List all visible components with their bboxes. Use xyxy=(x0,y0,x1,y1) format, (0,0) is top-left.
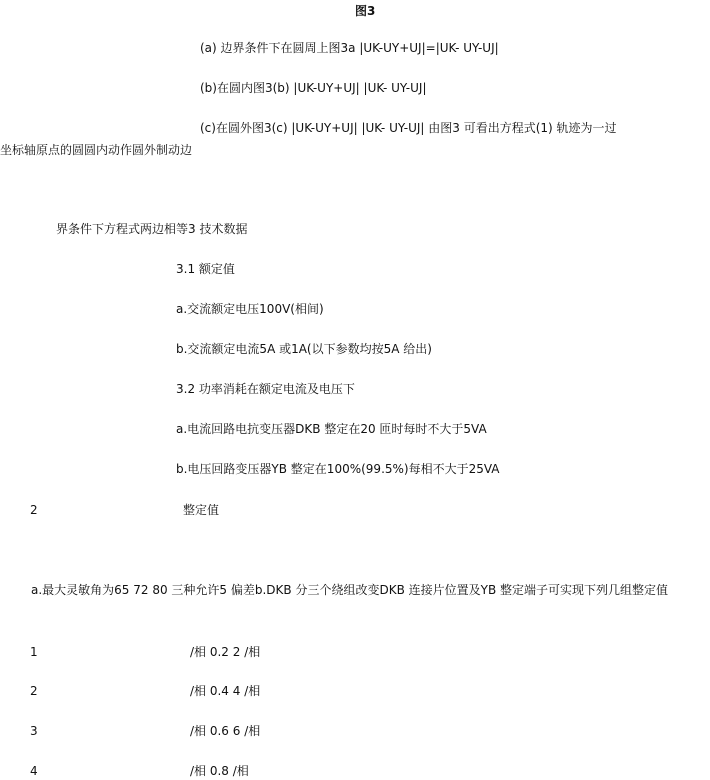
table-row-2-value: /相 0.4 4 /相 xyxy=(190,684,261,698)
table-row-2-num: 2 xyxy=(30,684,38,698)
condition-line: 界条件下方程式两边相等3 技术数据 xyxy=(56,222,248,236)
line-c-first: (c)在圆外图3(c) |UK-UY+UJ| |UK- UY-UJ| 由图3 可看出方程式(1) 轨迹为一过 xyxy=(200,121,617,135)
setting-label: 整定值 xyxy=(183,503,220,517)
table-row-3-num: 3 xyxy=(30,724,38,738)
table-row-1-num: 1 xyxy=(30,645,38,659)
figure-title: 图3 xyxy=(355,4,376,18)
section-3-1-a: a.交流额定电压100V(相间) xyxy=(176,302,324,316)
table-row-1-value: /相 0.2 2 /相 xyxy=(190,645,261,659)
line-c-second: 坐标轴原点的圆圆内动作圆外制动边 xyxy=(0,143,193,157)
section-3-2-b: b.电压回路变压器YB 整定在100%(99.5%)每相不大于25VA xyxy=(176,462,500,476)
section-3-2-a: a.电流回路电抗变压器DKB 整定在20 匝时每时不大于5VA xyxy=(176,422,487,436)
section-3-1: 3.1 额定值 xyxy=(176,262,235,276)
table-row-4-value: /相 0.8 /相 xyxy=(190,764,249,778)
section-3-2: 3.2 功率消耗在额定电流及电压下 xyxy=(176,382,355,396)
setting-paragraph: a.最大灵敏角为65 72 80 三种允许5 偏差b.DKB 分三个绕组改变DKB 连接片位置及YB 整定端子可实现下列几组整定值 xyxy=(31,583,668,597)
line-a: (a) 边界条件下在圆周上图3a |UK-UY+UJ|=|UK- UY-UJ| xyxy=(200,41,499,55)
table-row-3-value: /相 0.6 6 /相 xyxy=(190,724,261,738)
section-3-1-b: b.交流额定电流5A 或1A(以下参数均按5A 给出) xyxy=(176,342,432,356)
setting-number: 2 xyxy=(30,503,38,517)
table-row-4-num: 4 xyxy=(30,764,38,778)
line-b: (b)在圆内图3(b) |UK-UY+UJ| |UK- UY-UJ| xyxy=(200,81,427,95)
